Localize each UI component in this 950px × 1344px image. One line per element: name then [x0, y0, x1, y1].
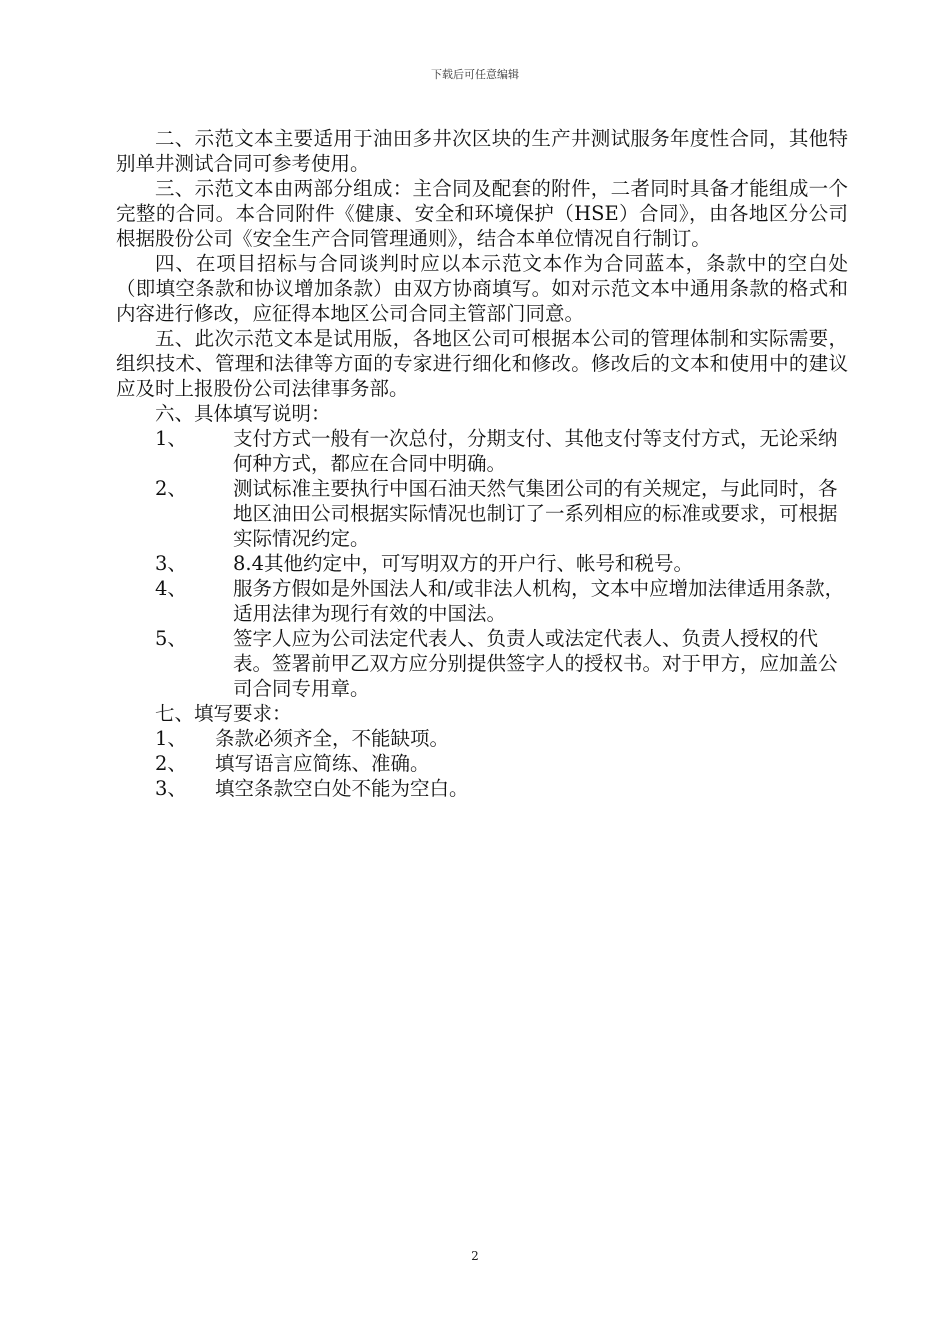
section-6-item-3	[116, 551, 848, 576]
page-header-note: 下载后可任意编辑	[431, 68, 519, 81]
item-text: 支付方式一般有一次总付，分期支付、其他支付等支付方式，无论采纳何种方式，都应在合同中明确。	[233, 427, 838, 475]
paragraph-4: 四、在项目招标与合同谈判时应以本示范文本作为合同蓝本，条款中的空白处（即填空条款和协议增加条款）由双方协商填写。如对示范文本中通用条款的格式和内容进行修改，应征得本地区公司合同主管部门同意。	[116, 252, 848, 325]
item-text: 8.4其他约定中，可写明双方的开户行、帐号和税号。	[233, 552, 694, 575]
section-6-item-4	[116, 576, 848, 626]
section-7-item-1	[116, 726, 848, 751]
item-text: 填写语言应简练、准确。	[215, 752, 430, 775]
section-7-item-3	[116, 776, 848, 801]
item-text: 服务方假如是外国法人和/或非法人机构，文本中应增加法律适用条款，适用法律为现行有效的中国法。	[233, 577, 845, 625]
item-number: 1、	[155, 427, 187, 450]
item-number: 2、	[155, 752, 187, 775]
item-text: 条款必须齐全，不能缺项。	[215, 727, 450, 750]
item-text: 测试标准主要执行中国石油天然气集团公司的有关规定，与此同时，各地区油田公司根据实际情况也制订了一系列相应的标准或要求，可根据实际情况约定。	[233, 477, 838, 550]
section-6-heading: 六、具体填写说明：	[155, 402, 331, 425]
page-number: 2	[471, 1249, 479, 1263]
item-text: 填空条款空白处不能为空白。	[215, 777, 469, 800]
section-7-item-2	[116, 751, 848, 776]
paragraph-3: 三、示范文本由两部分组成：主合同及配套的附件，二者同时具备才能组成一个完整的合同。本合同附件《健康、安全和环境保护（HSE）合同》，由各地区分公司根据股份公司《安全生产合同管理通则》，结合本单位情况自行制订。	[116, 177, 848, 250]
section-6-item-2	[116, 476, 848, 551]
paragraph-2: 二、示范文本主要适用于油田多井次区块的生产井测试服务年度性合同，其他特别单井测试合同可参考使用。	[116, 127, 848, 175]
section-7-heading: 七、填写要求：	[155, 702, 292, 725]
document-body	[116, 126, 848, 801]
item-number: 3、	[155, 777, 187, 800]
paragraph-5: 五、此次示范文本是试用版，各地区公司可根据本公司的管理体制和实际需要，组织技术、管理和法律等方面的专家进行细化和修改。修改后的文本和使用中的建议应及时上报股份公司法律事务部。	[116, 327, 848, 400]
section-6-item-5	[116, 626, 848, 701]
item-number: 4、	[155, 577, 187, 600]
section-6-item-1	[116, 426, 848, 476]
item-number: 5、	[155, 627, 187, 650]
item-number: 3、	[155, 552, 187, 575]
item-number: 1、	[155, 727, 187, 750]
item-text: 签字人应为公司法定代表人、负责人或法定代表人、负责人授权的代表。签署前甲乙双方应分别提供签字人的授权书。对于甲方，应加盖公司合同专用章。	[233, 627, 838, 700]
item-number: 2、	[155, 477, 187, 500]
